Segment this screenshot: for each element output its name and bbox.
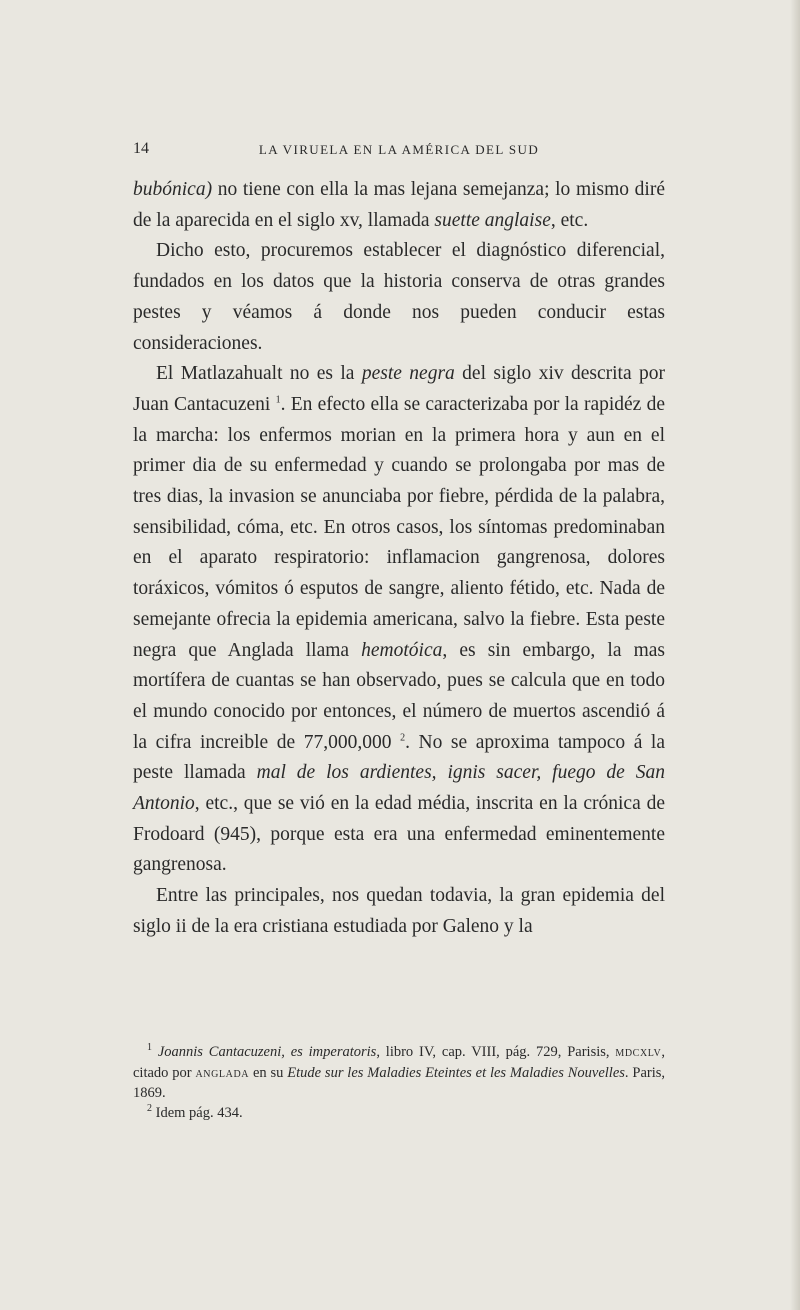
paragraph [133,236,665,359]
running-title: LA VIRUELA EN LA AMÉRICA DEL SUD [258,142,540,157]
italic-run: hemotóica [361,639,443,661]
italic-run: mal de los ardientes, ignis sacer, fuego de San Antonio [133,762,665,815]
italic-run: peste negra [361,363,455,385]
footnotes [133,1043,665,1123]
text-run: Dicho esto, procuremos establecer el diagnóstico diferencial, fundados en los datos que la historia conserva de otras grandes pestes y véamos á donde nos pueden conducir estas consideraciones. [133,240,665,354]
paragraph [133,881,665,942]
page-edge [790,0,800,1310]
page-number: 14 [133,140,149,157]
text-run: , es sin embargo, la mas mortífera de cuantas se han observado, pues se calcula que en todo el mundo conocido por entonces, el número de muertos ascendió á la cifra increible de 77,000,000 [133,639,665,753]
text-run: , citado por [133,1044,666,1081]
small-caps-run: MDCXLV [615,1048,662,1059]
small-caps-run: ANGLADA [195,1068,250,1080]
italic-run: bubónica) [133,179,213,200]
text-run: , etc., que se vió en la edad média, inscrita en la crónica de Frodoard (945), porque esta era una enfermedad eminentemente gangrenosa. [133,793,665,876]
text-run: del siglo xiv descrita por Juan Cantacuzeni [133,363,665,415]
page-header [133,140,665,162]
footnote-marker: 1 [275,394,281,406]
text-run: en su [249,1064,288,1081]
text-run: . No se aproxima tampoco á la peste llamada [133,731,666,784]
body-text [133,175,665,943]
paragraph [133,175,665,236]
italic-run: suette anglaise [434,209,551,231]
italic-run: Etude sur les Maladies Eteintes et les Maladies Nouvelles [287,1064,625,1081]
text-run: , libro IV, cap. VIII, pág. 729, Parisis, [376,1044,616,1060]
text-run: . Paris, 1869. [133,1064,666,1101]
text-run: . En efecto ella se caracterizaba por la rapidéz de la marcha: los enfermos morian en la primera hora y aun en el primer dia de su enfermedad y cuando se prolongaba por mas de tres dias, la invasion se anunciaba por fiebre, pérdida de la palabra, sensibilidad, cóma, etc. En otros casos, los síntomas predominaban en el aparato respiratorio: inflamacion gangrenosa, dolores toráxicos, vómitos ó esputos de sangre, aliento fétido, etc. Nada de semejante ofrecia la epidemia americana, salvo la fiebre. Esta peste negra que Anglada llama [133,393,665,661]
footnote-marker: 2 [147,1102,152,1114]
paragraph [133,359,665,881]
footnote [133,1043,665,1104]
italic-run: Joannis Cantacuzeni, es imperatoris [157,1044,377,1060]
footnote [133,1104,665,1124]
footnote-marker: 2 [400,732,406,744]
text-run: Idem pág. 434. [152,1104,243,1121]
text-run: no tiene con ella la mas lejana semejanza; lo mismo diré de la aparecida en el siglo xv, llamada [133,179,665,231]
text-run: Entre las principales, nos quedan todavia, la gran epidemia del siglo ii de la era cristiana estudiada por Galeno y la [133,885,665,937]
text-run: El Matlazahualt no es la [156,363,362,385]
footnote-marker: 1 [147,1042,152,1054]
text-run: , etc. [550,209,589,231]
